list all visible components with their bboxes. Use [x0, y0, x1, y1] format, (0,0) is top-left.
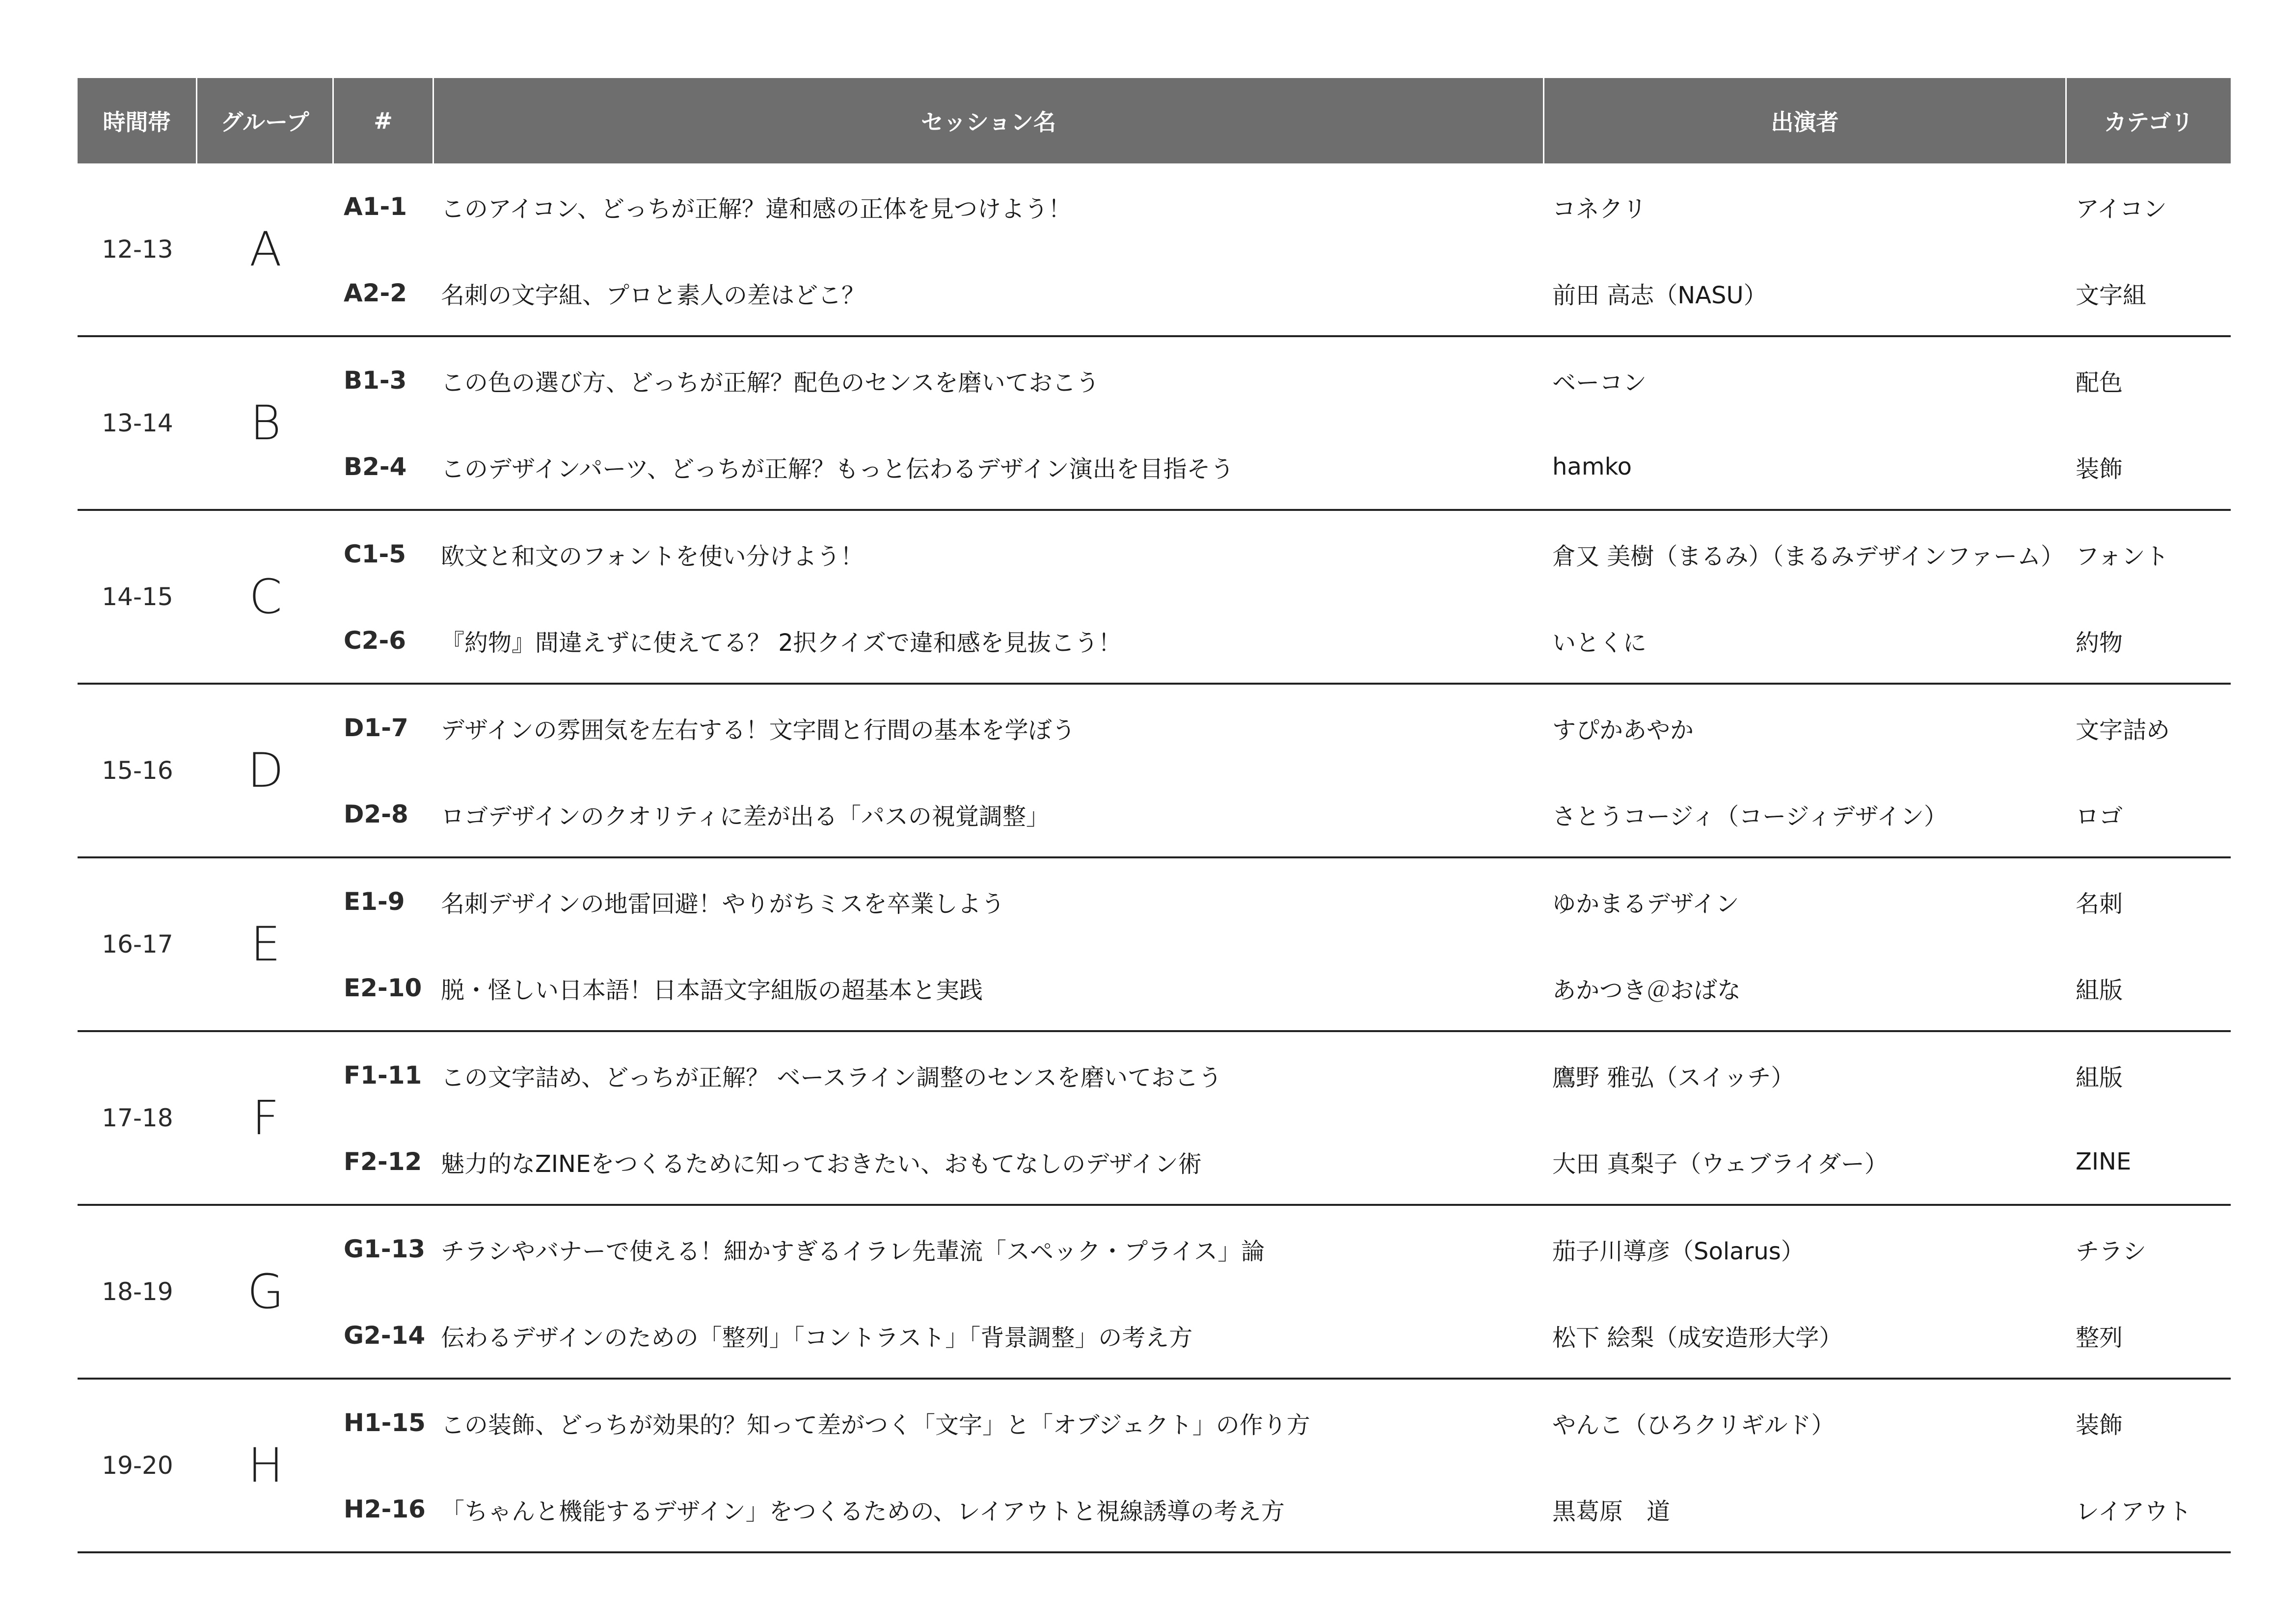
session-performer: ゆかまるデザイン — [1552, 890, 1739, 918]
group-letter: F — [252, 1091, 279, 1145]
session-id: B2-4 — [344, 452, 407, 481]
session-category: 組版 — [2076, 1064, 2123, 1091]
session-id: H1-15 — [344, 1409, 426, 1437]
session-performer: すぴかあやか — [1552, 716, 1694, 744]
session-row — [334, 337, 2231, 424]
time-slot: 16-17 — [102, 930, 173, 958]
header-performer: 出演者 — [1544, 78, 2067, 163]
session-name: このアイコン、どっちが正解？違和感の正体を見つけよう！ — [441, 195, 1072, 223]
session-name: ロゴデザインのクオリティに差が出る「パスの視覚調整」 — [441, 802, 1050, 830]
session-category: チラシ — [2076, 1237, 2147, 1265]
group-letter: E — [250, 917, 281, 972]
session-id: C1-5 — [344, 540, 406, 568]
session-name: 名刺デザインの地雷回避！やりがちミスを卒業しよう — [441, 890, 1005, 918]
session-performer: hamko — [1552, 453, 1632, 480]
header-time: 時間帯 — [78, 78, 197, 163]
session-row — [334, 1466, 2231, 1552]
session-row — [334, 597, 2231, 684]
session-name: このデザインパーツ、どっちが正解？もっと伝わるデザイン演出を目指そう — [441, 455, 1234, 483]
header-category: カテゴリ — [2104, 109, 2194, 135]
session-row — [334, 1118, 2231, 1205]
session-category: 装飾 — [2076, 1411, 2123, 1439]
header-number: # — [334, 78, 434, 163]
header-group: グループ — [197, 78, 334, 163]
session-category: 整列 — [2076, 1324, 2123, 1352]
time-block — [78, 1380, 2231, 1553]
session-row — [334, 1292, 2231, 1379]
session-name: 名刺の文字組、プロと素人の差はどこ？ — [441, 281, 865, 309]
session-performer: いとくに — [1552, 629, 1647, 657]
session-name: この文字詰め、どっちが正解？ ベースライン調整のセンスを磨いておこう — [441, 1064, 1222, 1091]
session-category: 名刺 — [2076, 890, 2123, 918]
schedule-table — [78, 78, 2231, 1553]
session-row — [334, 424, 2231, 510]
group-letter: D — [247, 743, 284, 798]
session-performer: コネクリ — [1552, 195, 1647, 223]
session-id: D2-8 — [344, 800, 408, 828]
time-block — [78, 163, 2231, 337]
session-category: アイコン — [2076, 195, 2167, 223]
session-category: 組版 — [2076, 976, 2123, 1004]
session-row — [334, 1380, 2231, 1466]
group-letter: A — [249, 222, 282, 277]
time-block — [78, 511, 2231, 685]
session-row — [334, 163, 2231, 250]
session-performer: さとうコージィ（コージィデザイン） — [1552, 802, 1947, 830]
table-body — [78, 163, 2231, 1553]
session-row — [334, 511, 2231, 597]
session-performer: やんこ（ひろクリギルド） — [1552, 1411, 1835, 1439]
time-slot: 19-20 — [102, 1451, 173, 1480]
session-performer: 松下 絵梨（成安造形大学） — [1552, 1324, 1843, 1352]
session-id: G1-13 — [344, 1235, 426, 1263]
session-category: 約物 — [2076, 629, 2123, 657]
session-row — [334, 685, 2231, 771]
group-letter: C — [249, 569, 282, 624]
session-performer: ベーコン — [1552, 369, 1647, 397]
group-letter: G — [247, 1264, 284, 1319]
session-category: ZINE — [2076, 1148, 2132, 1175]
session-id: A1-1 — [344, 192, 407, 221]
session-row — [334, 250, 2231, 336]
time-slot: 17-18 — [102, 1104, 173, 1132]
session-name: 欧文と和文のフォントを使い分けよう！ — [441, 542, 864, 570]
session-name: 魅力的なZINEをつくるために知っておきたい、おもてなしのデザイン術 — [441, 1150, 1202, 1178]
session-row — [334, 1032, 2231, 1118]
session-name: 伝わるデザインのための「整列」「コントラスト」「背景調整」の考え方 — [441, 1324, 1193, 1352]
session-name: チラシやバナーで使える！細かすぎるイラレ先輩流「スペック・プライス」論 — [441, 1237, 1265, 1265]
session-id: F2-12 — [344, 1147, 422, 1176]
session-id: B1-3 — [344, 366, 407, 395]
session-id: A2-2 — [344, 279, 407, 307]
session-name: 「ちゃんと機能するデザイン」をつくるための、レイアウトと視線誘導の考え方 — [441, 1497, 1285, 1525]
session-id: G2-14 — [344, 1321, 426, 1350]
time-block — [78, 1206, 2231, 1380]
header-session-name: セッション名 — [434, 78, 1544, 163]
session-performer: 大田 真梨子（ウェブライダー） — [1552, 1150, 1888, 1178]
group-letter: H — [247, 1438, 284, 1493]
table-header — [78, 78, 2231, 163]
time-slot: 14-15 — [102, 583, 173, 611]
time-block — [78, 685, 2231, 858]
session-name: 『約物』間違えずに使えてる？ 2択クイズで違和感を見抜こう！ — [441, 629, 1122, 657]
time-block — [78, 858, 2231, 1032]
session-performer: 前田 高志（NASU） — [1552, 281, 1767, 309]
time-slot: 18-19 — [102, 1277, 173, 1306]
session-id: F1-11 — [344, 1061, 422, 1090]
session-row — [334, 945, 2231, 1031]
session-row — [334, 1206, 2231, 1292]
session-category: 文字組 — [2076, 281, 2147, 309]
time-block — [78, 337, 2231, 511]
session-id: D1-7 — [344, 714, 408, 742]
session-category: 配色 — [2076, 369, 2123, 397]
session-name: 脱・怪しい日本語！日本語文字組版の超基本と実践 — [441, 976, 983, 1004]
time-slot: 13-14 — [102, 409, 173, 437]
session-name: この装飾、どっちが効果的？知って差がつく「文字」と「オブジェクト」の作り方 — [441, 1411, 1310, 1439]
session-category: ロゴ — [2076, 802, 2123, 830]
session-category: レイアウト — [2076, 1497, 2192, 1525]
session-row — [334, 858, 2231, 945]
session-category: 装飾 — [2076, 455, 2123, 483]
session-id: E1-9 — [344, 887, 405, 916]
session-category: フォント — [2076, 542, 2169, 570]
time-block — [78, 1032, 2231, 1206]
session-category: 文字詰め — [2076, 716, 2170, 744]
session-id: H2-16 — [344, 1495, 426, 1523]
session-id: C2-6 — [344, 626, 406, 655]
time-slot: 12-13 — [102, 235, 173, 264]
session-performer: 茄子川導彦（Solarus） — [1552, 1237, 1805, 1265]
session-row — [334, 771, 2231, 857]
session-performer: 倉又 美樹（まるみ）（まるみデザインファーム） — [1552, 542, 2064, 570]
session-performer: 鷹野 雅弘（スイッチ） — [1552, 1064, 1795, 1091]
time-slot: 15-16 — [102, 756, 173, 785]
group-letter: B — [250, 396, 281, 451]
session-id: E2-10 — [344, 974, 422, 1002]
session-performer: 黒葛原 道 — [1552, 1497, 1671, 1525]
session-performer: あかつき＠おばな — [1552, 976, 1741, 1004]
session-name: デザインの雰囲気を左右する！文字間と行間の基本を学ぼう — [441, 716, 1076, 744]
session-name: この色の選び方、どっちが正解？配色のセンスを磨いておこう — [441, 369, 1100, 397]
